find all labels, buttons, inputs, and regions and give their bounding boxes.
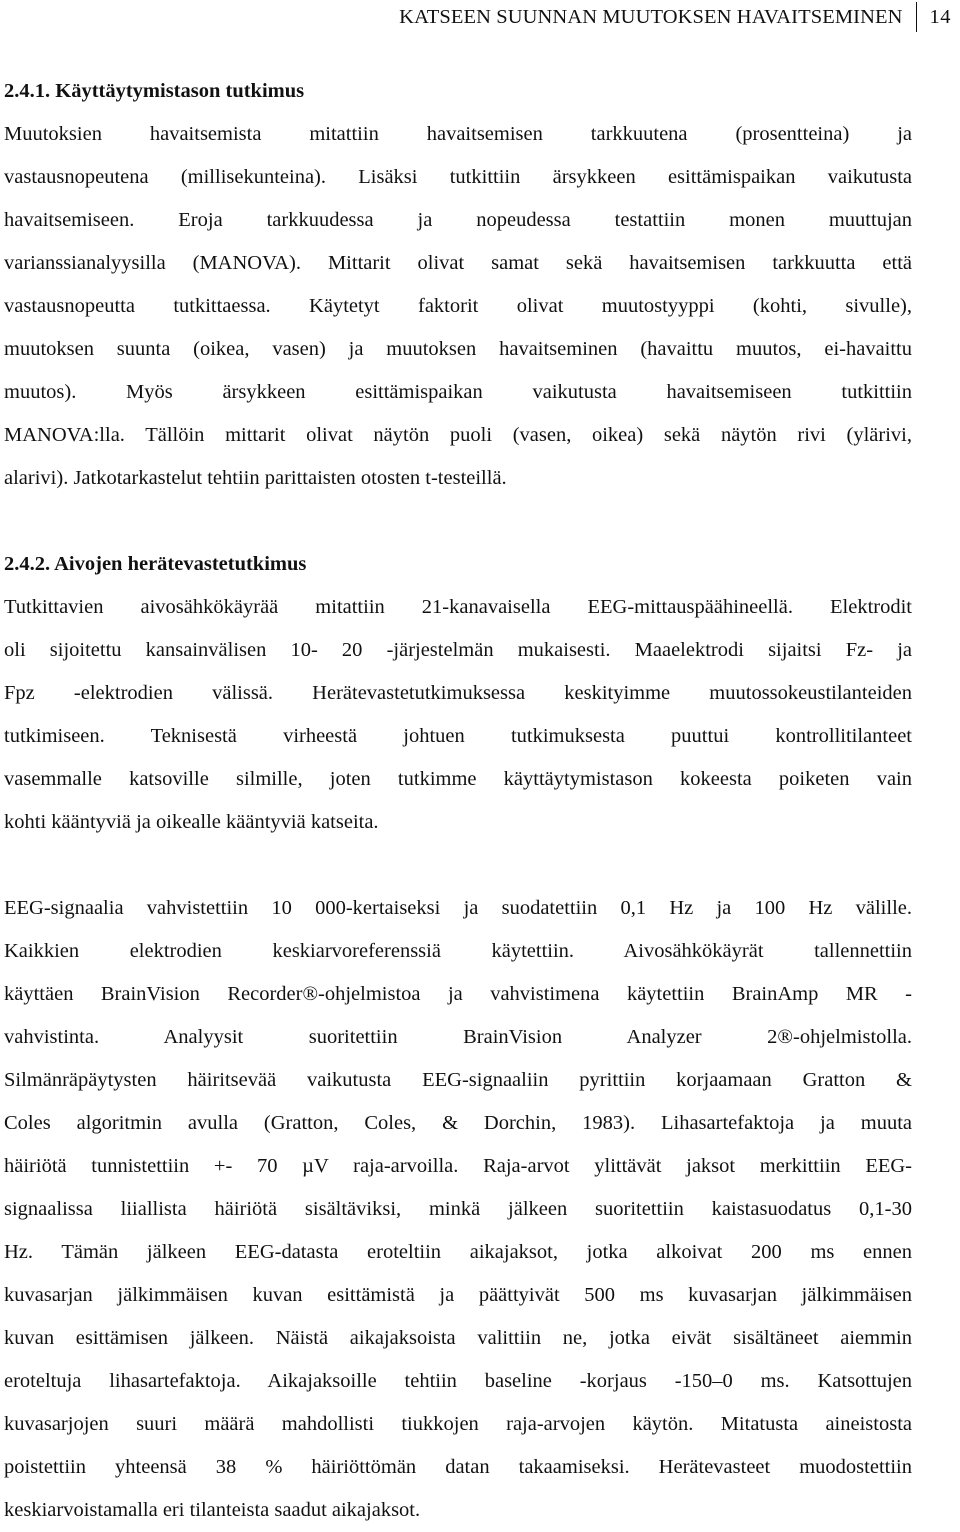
paragraph-eeg-processing [4, 887, 912, 1532]
text-line: Coles algoritmin avulla (Gratton, Coles, & Dorchin, 1983). Lihasartefaktoja ja muuta [4, 1112, 912, 1134]
text-line: MANOVA:lla. Tällöin mittarit olivat näytön puoli (vasen, oikea) sekä näytön rivi (ylärivi, [4, 424, 912, 446]
text-line: vastausnopeutta tutkittaessa. Käytetyt faktorit olivat muutostyyppi (kohti, sivulle), [4, 295, 912, 317]
text-line: alarivi). Jatkotarkastelut tehtiin parittaisten otosten t-testeillä. [4, 467, 507, 489]
text-line: käyttäen BrainVision Recorder®-ohjelmistoa ja vahvistimena käytettiin BrainAmp MR - [4, 983, 912, 1005]
header-divider [916, 2, 917, 32]
document-body [4, 70, 912, 1532]
text-line: muutoksen suunta (oikea, vasen) ja muutoksen havaitseminen (havaittu muutos, ei-havaittu [4, 338, 912, 360]
text-line: poistettiin yhteensä 38 % häiriöttömän datan takaamiseksi. Herätevasteet muodostettiin [4, 1456, 912, 1478]
running-header [399, 4, 951, 30]
paragraph-behavioral-study [4, 113, 912, 500]
text-line: EEG-signaalia vahvistettiin 10 000-kertaiseksi ja suodatettiin 0,1 Hz ja 100 Hz välille. [4, 897, 912, 919]
text-line: Hz. Tämän jälkeen EEG-datasta eroteltiin aikajaksot, jotka alkoivat 200 ms ennen [4, 1241, 912, 1263]
text-line: Silmänräpäytysten häiritsevää vaikutusta EEG-signaaliin pyrittiin korjaamaan Gratton & [4, 1069, 912, 1091]
text-line: vasemmalle katsoville silmille, joten tutkimme käyttäytymistason kokeesta poiketen vain [4, 768, 912, 790]
section-heading-2-4-1: 2.4.1. Käyttäytymistason tutkimus [4, 80, 305, 102]
paragraph-spacer [4, 844, 912, 887]
paragraph-eeg-setup [4, 586, 912, 844]
page-number: 14 [929, 6, 951, 28]
text-line: Tutkittavien aivosähkökäyrää mitattiin 21-kanavaisella EEG-mittauspäähineellä. Elektrodit [4, 596, 912, 618]
text-line: keskiarvoistamalla eri tilanteista saadut aikajaksot. [4, 1499, 421, 1521]
text-line: signaalissa liiallista häiriötä sisältäviksi, minkä jälkeen suoritettiin kaistasuodatus 0,1-30 [4, 1198, 912, 1220]
text-line: oli sijoitettu kansainvälisen 10- 20 -järjestelmän mukaisesti. Maaelektrodi sijaitsi Fz- ja [4, 639, 912, 661]
text-line: varianssianalyysilla (MANOVA). Mittarit olivat samat sekä havaitsemisen tarkkuutta että [4, 252, 912, 274]
text-line: häiriötä tunnistettiin +- 70 µV raja-arvoilla. Raja-arvot ylittävät jaksot merkittiin EEG- [4, 1155, 912, 1177]
paragraph-spacer [4, 500, 912, 543]
text-line: kuvan esittämisen jälkeen. Näistä aikajaksoista valittiin ne, jotka eivät sisältäneet aiemmin [4, 1327, 912, 1349]
text-line: kuvasarjojen suuri määrä mahdollisti tiukkojen raja-arvojen käytön. Mitatusta aineistosta [4, 1413, 912, 1435]
text-line: eroteltuja lihasartefaktoja. Aikajaksoille tehtiin baseline -korjaus -150–0 ms. Katsottujen [4, 1370, 912, 1392]
section-heading-2-4-2: 2.4.2. Aivojen herätevastetutkimus [4, 553, 307, 575]
text-line: havaitsemiseen. Eroja tarkkuudessa ja nopeudessa testattiin monen muuttujan [4, 209, 912, 231]
text-line: Muutoksien havaitsemista mitattiin havaitsemisen tarkkuutena (prosentteina) ja [4, 123, 912, 145]
text-line: tutkimiseen. Teknisestä virheestä johtuen tutkimuksesta puuttui kontrollitilanteet [4, 725, 912, 747]
text-line: kohti kääntyviä ja oikealle kääntyviä katseita. [4, 811, 379, 833]
header-title: KATSEEN SUUNNAN MUUTOKSEN HAVAITSEMINEN [399, 6, 903, 28]
text-line: muutos). Myös ärsykkeen esittämispaikan vaikutusta havaitsemiseen tutkittiin [4, 381, 912, 403]
text-line: Fpz -elektrodien välissä. Herätevastetutkimuksessa keskityimme muutossokeustilanteiden [4, 682, 912, 704]
text-line: vahvistinta. Analyysit suoritettiin BrainVision Analyzer 2®-ohjelmistolla. [4, 1026, 912, 1048]
text-line: vastausnopeutena (millisekunteina). Lisäksi tutkittiin ärsykkeen esittämispaikan vaikutusta [4, 166, 912, 188]
text-line: Kaikkien elektrodien keskiarvoreferenssiä käytettiin. Aivosähkökäyrät tallennettiin [4, 940, 912, 962]
text-line: kuvasarjan jälkimmäisen kuvan esittämistä ja päättyivät 500 ms kuvasarjan jälkimmäisen [4, 1284, 912, 1306]
